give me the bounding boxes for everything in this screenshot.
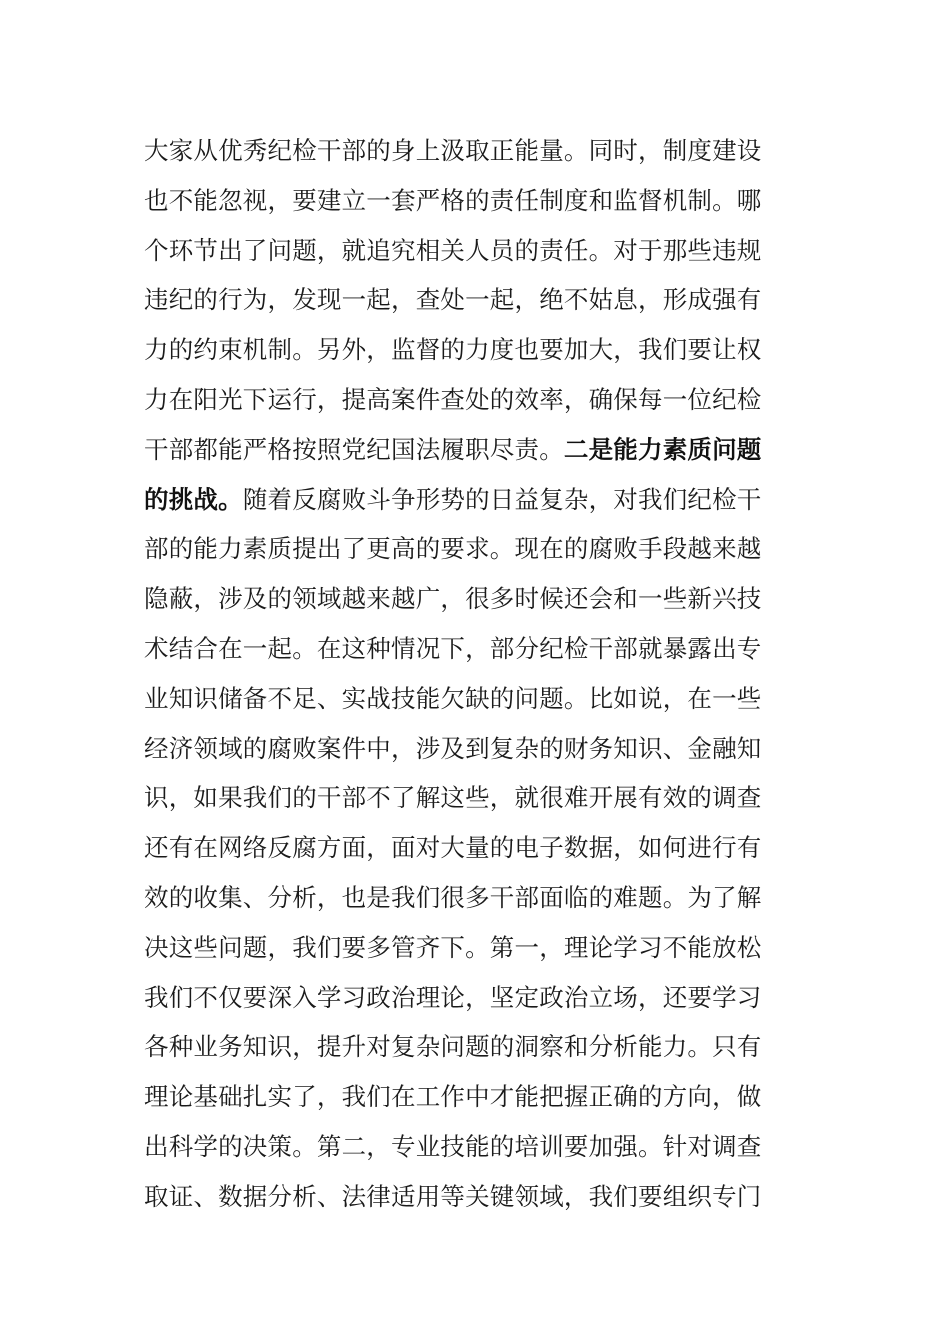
paragraph-text: 出科学的决策。第二，专业技能的培训要加强。针对调查	[144, 1131, 762, 1161]
text-line	[144, 375, 814, 425]
paragraph-text: 个环节出了问题，就追究相关人员的责任。对于那些违规	[144, 235, 762, 265]
text-line	[144, 1172, 814, 1222]
text-line	[144, 475, 814, 525]
paragraph-text: 经济领域的腐败案件中，涉及到复杂的财务知识、金融知	[144, 733, 762, 763]
paragraph-text: 取证、数据分析、法律适用等关键领域，我们要组织专门	[144, 1181, 762, 1211]
paragraph-text: 大家从优秀纪检干部的身上汲取正能量。同时，制度建设	[144, 136, 762, 165]
text-line	[144, 1122, 814, 1172]
paragraph-text: 干部都能严格按照党纪国法履职尽责。	[144, 434, 564, 464]
text-line	[144, 574, 814, 624]
text-line	[144, 973, 814, 1023]
bold-heading-text: 的挑战。	[144, 484, 243, 514]
text-line	[144, 275, 814, 325]
paragraph-text: 识，如果我们的干部不了解这些，就很难开展有效的调查	[144, 783, 762, 813]
text-line	[144, 524, 814, 574]
text-line	[144, 923, 814, 973]
paragraph-text: 决这些问题，我们要多管齐下。第一，理论学习不能放松	[144, 932, 762, 962]
paragraph-text: 术结合在一起。在这种情况下，部分纪检干部就暴露出专	[144, 633, 762, 663]
text-line	[144, 873, 814, 923]
text-line	[144, 674, 814, 724]
paragraph-text: 各种业务知识，提升对复杂问题的洞察和分析能力。只有	[144, 1032, 762, 1062]
paragraph-text: 业知识储备不足、实战技能欠缺的问题。比如说，在一些	[144, 683, 762, 713]
text-line	[144, 823, 814, 873]
paragraph-text: 部的能力素质提出了更高的要求。现在的腐败手段越来越	[144, 534, 762, 564]
text-line	[144, 1072, 814, 1122]
text-line	[144, 226, 814, 276]
text-line	[144, 773, 814, 823]
text-line	[144, 126, 814, 176]
text-line	[144, 425, 814, 475]
paragraph-text: 力的约束机制。另外，监督的力度也要加大，我们要让权	[144, 335, 762, 365]
paragraph-text: 我们不仅要深入学习政治理论，坚定政治立场，还要学习	[144, 982, 762, 1012]
bold-heading-text: 二是能力素质问题	[563, 434, 762, 464]
text-line	[144, 624, 814, 674]
paragraph-text: 隐蔽，涉及的领域越来越广，很多时候还会和一些新兴技	[144, 584, 762, 614]
body-text	[144, 126, 814, 1222]
text-line	[144, 325, 814, 375]
paragraph-text: 理论基础扎实了，我们在工作中才能把握正确的方向，做	[144, 1082, 762, 1112]
text-line	[144, 176, 814, 226]
paragraph-text: 力在阳光下运行，提高案件查处的效率，确保每一位纪检	[144, 384, 762, 414]
paragraph-text: 还有在网络反腐方面，面对大量的电子数据，如何进行有	[144, 833, 762, 863]
text-line	[144, 724, 814, 774]
paragraph-text: 效的收集、分析，也是我们很多干部面临的难题。为了解	[144, 882, 762, 912]
paragraph-text: 也不能忽视，要建立一套严格的责任制度和监督机制。哪	[144, 185, 762, 215]
text-line	[144, 1022, 814, 1072]
paragraph-text: 违纪的行为，发现一起，查处一起，绝不姑息，形成强有	[144, 285, 762, 315]
paragraph-text: 随着反腐败斗争形势的日益复杂，对我们纪检干	[242, 484, 762, 514]
